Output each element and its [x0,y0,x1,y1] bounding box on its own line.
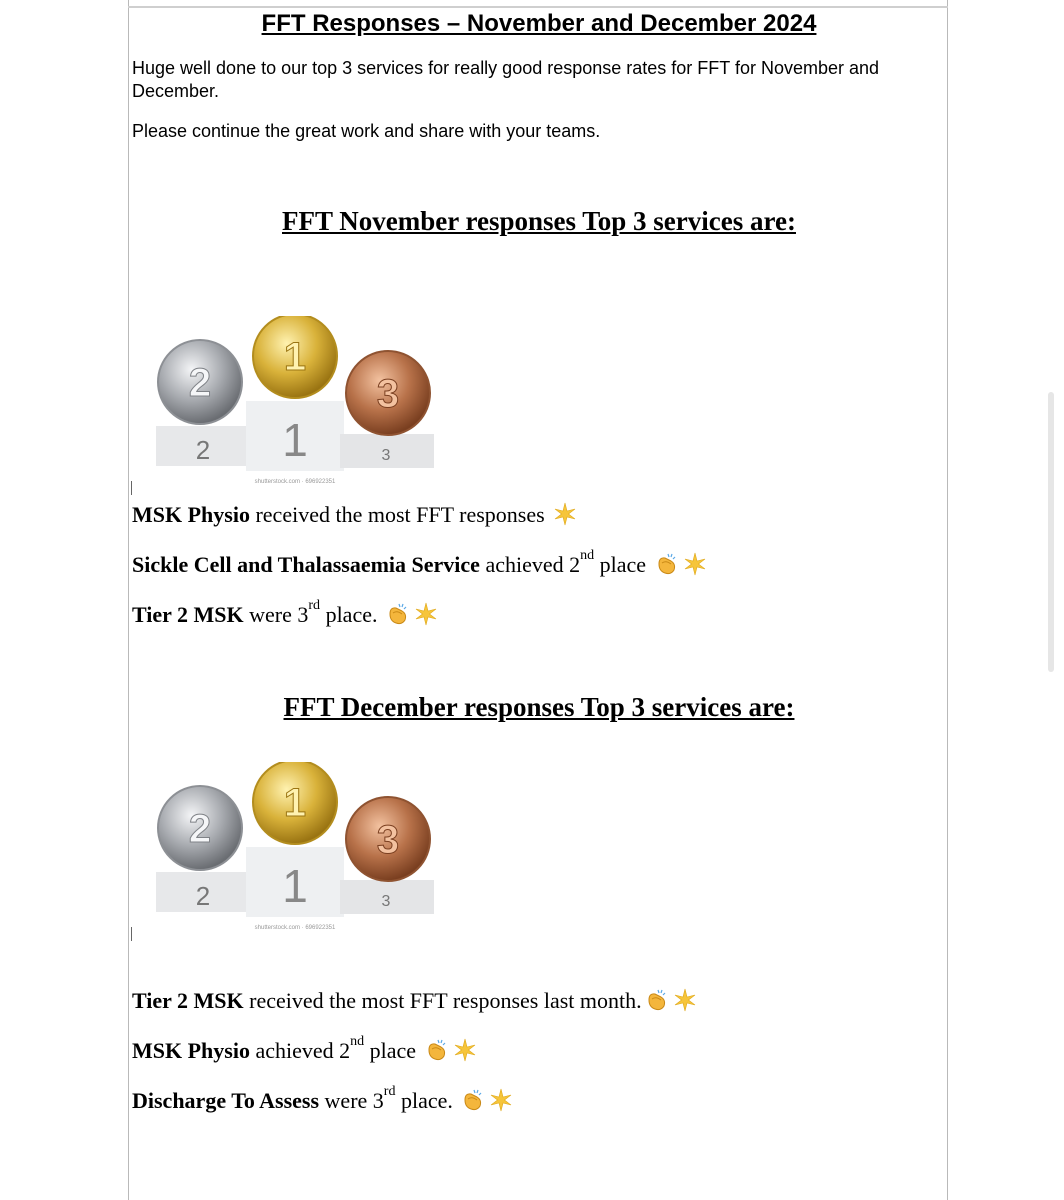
medal-label: 3 [376,818,400,862]
november-first-place: MSK Physio received the most FFT responses [132,502,578,528]
page-border-right [947,0,948,1200]
november-heading: FFT November responses Top 3 services are: [282,206,796,236]
service-name: Discharge To Assess [132,1088,320,1113]
podium-medals-image [148,762,448,932]
sparkle-icon [682,552,708,576]
clap-icon [460,1088,486,1112]
december-third-place: Discharge To Assess were 3rd place. [132,1088,514,1114]
december-first-place: Tier 2 MSK received the most FFT responses last month. [132,988,698,1014]
page-border-top [128,6,948,8]
image-watermark: shutterstock.com · 696922351 [254,925,336,931]
step-label: 3 [381,447,391,464]
podium-medals-image [148,316,448,486]
medal-label: 2 [188,361,212,405]
step-label: 1 [282,860,308,912]
sparkle-icon [672,988,698,1012]
clap-icon [424,1038,450,1062]
document-title: FFT Responses – November and December 2024 [261,10,817,37]
step-label: 2 [195,881,211,911]
intro-paragraph-2: Please continue the great work and share with your teams. [132,121,601,141]
sparkle-icon [552,502,578,526]
step-label: 2 [195,435,211,465]
november-third-place: Tier 2 MSK were 3rd place. [132,602,439,628]
clap-icon [654,552,680,576]
step-label: 3 [381,893,391,910]
clap-icon [644,988,670,1012]
sparkle-icon [452,1038,478,1062]
medal-label: 3 [376,372,400,416]
sparkle-icon [488,1088,514,1112]
service-name: Sickle Cell and Thalassaemia Service [132,552,480,577]
service-name: Tier 2 MSK [132,988,244,1013]
service-name: MSK Physio [132,502,250,527]
medal-label: 1 [283,335,307,379]
text-cursor [131,927,132,941]
step-label: 1 [282,414,308,466]
medal-label: 1 [283,781,307,825]
image-watermark: shutterstock.com · 696922351 [254,479,336,485]
december-second-place: MSK Physio achieved 2nd place [132,1038,478,1064]
november-second-place: Sickle Cell and Thalassaemia Service achieved 2nd place [132,552,708,578]
medal-label: 2 [188,807,212,851]
service-name: MSK Physio [132,1038,250,1063]
page-border-left [128,0,129,1200]
december-heading: FFT December responses Top 3 services are: [283,692,795,722]
sparkle-icon [413,602,439,626]
clap-icon [385,602,411,626]
service-name: Tier 2 MSK [132,602,244,627]
text-cursor [131,481,132,495]
intro-paragraph: Huge well done to our top 3 services for really good response rates for FFT for November and December. [132,58,880,101]
vertical-scrollbar[interactable] [1048,392,1054,672]
